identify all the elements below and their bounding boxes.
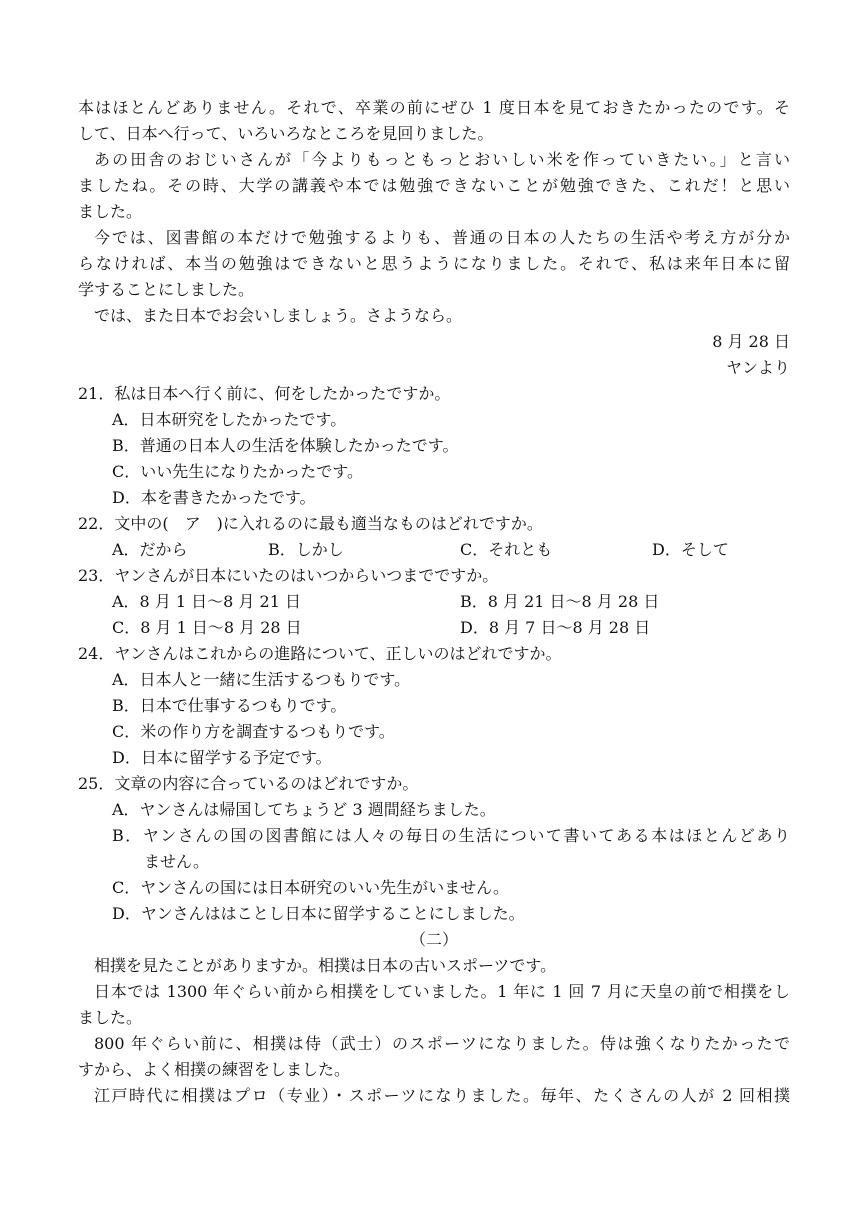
section-2-line-6: 江戸時代に相撲はプロ（专业）・スポーツになりました。毎年、たくさんの人が 2 回相撲 [94, 1086, 790, 1105]
section-2-line-1: 相撲を見たことがありますか。相撲は日本の古いスポーツです。 [94, 956, 557, 975]
question-22-option-c: C．それとも [460, 540, 553, 559]
question-23-option-b: B．8 月 21 日～8 月 28 日 [460, 592, 660, 611]
question-24-option-d: D．日本に留学する予定です。 [112, 748, 332, 767]
passage-line-8: 学することにしました。 [78, 280, 255, 299]
question-21-stem: 21．私は日本へ行く前に、何をしたかったですか。 [78, 384, 451, 403]
question-21-option-b: B．普通の日本人の生活を体験したかったです。 [112, 436, 459, 455]
question-23-stem: 23．ヤンさんが日本にいたのはいつからいつまでですか。 [78, 566, 499, 585]
question-22-option-d: D．そして [652, 540, 729, 559]
question-23-option-d: D．8 月 7 日～8 月 28 日 [460, 618, 651, 637]
question-25-option-c: C．ヤンさんの国には日本研究のいい先生がいません。 [112, 878, 510, 897]
question-21-option-d: D．本を書きたかったです。 [112, 488, 316, 507]
passage-line-1: 本はほとんどありません。それで、卒業の前にぜひ 1 度日本を見ておきたかったのです。そ [78, 98, 790, 117]
passage-line-4: ましたね。その時、大学の講義や本では勉強できないことが勉強できた、これだ！と思い [78, 176, 790, 195]
question-22-option-a: A．だから [112, 540, 188, 559]
question-22-stem: 22．文中の( ア )に入れるのに最も適当なものはどれですか。 [78, 514, 543, 533]
question-25-option-d: D．ヤンさんははことし日本に留学することにしました。 [112, 904, 525, 923]
passage-line-9: では、また日本でお会いしましょう。さようなら。 [94, 306, 463, 325]
question-21-option-a: A．日本研究をしたかったです。 [112, 410, 347, 429]
section-2-heading: （二） [409, 930, 458, 949]
passage-line-2: して、日本へ行って、いろいろなところを見回りました。 [78, 124, 494, 143]
section-2-line-4: 800 年ぐらい前に、相撲は侍（武士）のスポーツになりました。侍は強くなりたかったで [94, 1034, 790, 1053]
section-2-line-5: すから、よく相撲の練習をしました。 [78, 1060, 351, 1079]
passage-line-3: あの田舎のおじいさんが「今よりもっともっとおいしい米を作っていきたい。」と言い [94, 150, 790, 169]
passage-line-5: ました。 [78, 202, 143, 221]
question-24-stem: 24．ヤンさんはこれからの進路について、正しいのはどれですか。 [78, 644, 562, 663]
passage-line-7: らなければ、本当の勉強はできないと思うようになりました。それで、私は来年日本に留 [78, 254, 790, 273]
question-25-stem: 25．文章の内容に合っているのはどれですか。 [78, 774, 419, 793]
question-24-option-a: A．日本人と一緒に生活するつもりです。 [112, 670, 411, 689]
question-23-option-c: C．8 月 1 日～8 月 28 日 [112, 618, 302, 637]
letter-signature: ヤンより [726, 358, 790, 377]
question-24-option-c: C．米の作り方を調査するつもりです。 [112, 722, 395, 741]
passage-line-6: 今では、図書館の本だけで勉強するよりも、普通の日本の人たちの生活や考え方が分か [94, 228, 790, 247]
question-22-option-b: B．しかし [268, 540, 344, 559]
question-25-option-b-continued: ません。 [144, 852, 209, 871]
section-2-line-2: 日本では 1300 年ぐらい前から相撲をしていました。1 年に 1 回 7 月に天皇の前で相撲をし [94, 982, 790, 1001]
question-23-option-a: A．8 月 1 日～8 月 21 日 [112, 592, 301, 611]
question-25-option-b: B．ヤンさんの国の図書館には人々の毎日の生活について書いてある本はほとんどあり [112, 826, 790, 845]
letter-date: 8 月 28 日 [712, 332, 790, 351]
section-2-line-3: ました。 [78, 1008, 143, 1027]
question-25-option-a: A．ヤンさんは帰国してちょうど 3 週間経ちました。 [112, 800, 496, 819]
question-24-option-b: B．日本で仕事するつもりです。 [112, 696, 347, 715]
question-21-option-c: C．いい先生になりたかったです。 [112, 462, 363, 481]
